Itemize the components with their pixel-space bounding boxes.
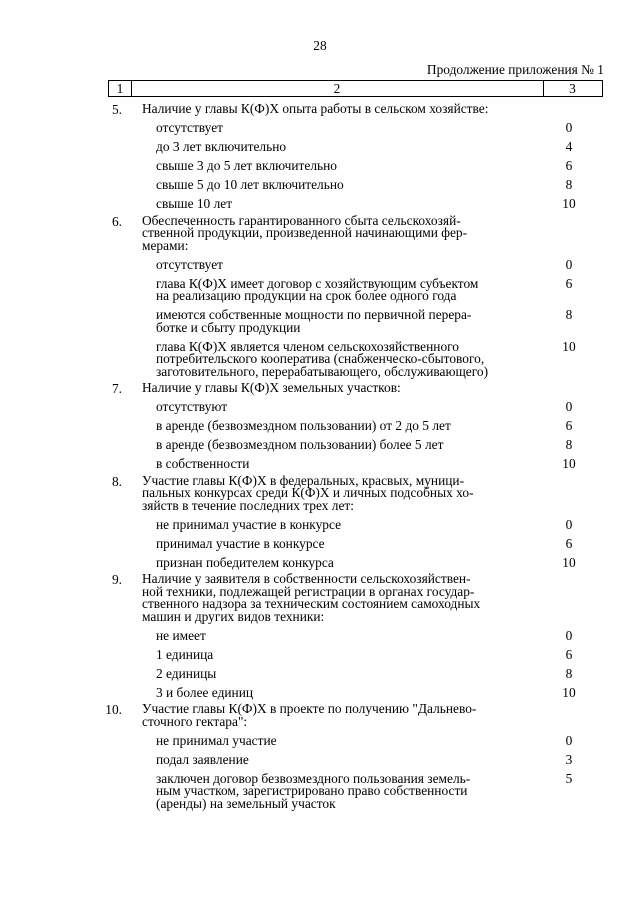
criterion-option-score: 6 (565, 646, 573, 662)
criterion-section (0, 103, 640, 211)
criterion-option-row (0, 684, 640, 700)
criterion-option-score: 4 (565, 139, 573, 154)
criterion-heading (0, 382, 640, 395)
criterion-option-label: не имеет (156, 627, 206, 643)
criterion-option-row (0, 198, 640, 211)
criterion-option-score: 6 (565, 275, 573, 291)
criterion-title: Участие главы К(Ф)Х в проекте по получению "Дальнево- сточного гектара": (142, 701, 477, 729)
criterion-section (0, 382, 640, 471)
criterion-number: 9. (111, 572, 122, 587)
criterion-option-score: 5 (565, 770, 573, 786)
criterion-option-row (0, 275, 640, 303)
criterion-option-label: свыше 3 до 5 лет включительно (156, 158, 337, 173)
criterion-option-score: 8 (565, 307, 573, 322)
criterion-option-row (0, 665, 640, 681)
criterion-section (0, 212, 640, 379)
criterion-option-row (0, 256, 640, 272)
criteria-list (0, 103, 640, 810)
page-number: 28 (313, 38, 327, 53)
criterion-option-label: признан победителем конкурса (156, 554, 334, 570)
criterion-option-score: 0 (565, 399, 573, 414)
criterion-option-row (0, 535, 640, 551)
criterion-option-row (0, 420, 640, 433)
criterion-option-label: подал заявление (156, 751, 249, 767)
criterion-option-row (0, 458, 640, 471)
criterion-title: Наличие у главы К(Ф)Х опыта работы в сельском хозяйстве: (142, 101, 489, 116)
criterion-option-score: 0 (565, 120, 573, 135)
criterion-option-label: не принимал участие в конкурсе (156, 516, 342, 532)
criterion-option-row (0, 309, 640, 334)
criterion-option-score: 8 (565, 437, 573, 452)
criterion-option-label: в собственности (156, 456, 250, 471)
criterion-option-label: в аренде (безвозмездном пользовании) от 2 до 5 лет (156, 418, 451, 433)
criterion-option-label: 2 единицы (156, 665, 217, 681)
criterion-section (0, 703, 640, 810)
criterion-number: 10. (105, 702, 122, 717)
criterion-option-label: 1 единица (156, 646, 214, 662)
criterion-section (0, 573, 640, 699)
table-header-row (108, 80, 603, 97)
continuation-label: Продолжение приложения № 1 (426, 62, 604, 77)
criterion-heading (0, 103, 640, 116)
criterion-option-score: 6 (565, 418, 573, 433)
criterion-option-score: 10 (562, 554, 576, 570)
criterion-heading (0, 703, 640, 728)
criterion-option-row (0, 554, 640, 570)
criterion-option-label: 3 и более единиц (156, 684, 254, 700)
criterion-option-label: глава К(Ф)Х является членом сельскохозяйственного потребительского кооператива (снабженческо-сбытового, заготовительного, перерабатывающего, обслуживающего) (156, 338, 489, 379)
criterion-option-label: до 3 лет включительно (156, 139, 287, 154)
criterion-option-label: имеются собственные мощности по первичной перера- ботке и сбыту продукции (156, 307, 472, 335)
criterion-option-score: 10 (562, 338, 576, 354)
criterion-option-score: 0 (565, 256, 573, 272)
criterion-option-row (0, 338, 640, 379)
criterion-option-row (0, 516, 640, 532)
criterion-option-score: 6 (565, 158, 573, 173)
criterion-option-label: глава К(Ф)Х имеет договор с хозяйствующим субъектом на реализацию продукции на срок более одного года (156, 275, 479, 303)
criterion-option-row (0, 732, 640, 748)
criterion-option-score: 0 (565, 627, 573, 643)
criterion-title: Обеспеченность гарантированного сбыта сельскохозяй- ственной продукции, произведенной начинающими фер- мерами: (142, 212, 468, 253)
criterion-option-label: принимал участие в конкурсе (156, 535, 325, 551)
criterion-option-score: 10 (562, 684, 576, 700)
criterion-title: Участие главы К(Ф)Х в федеральных, красвых, муници- пальных конкурсах среди К(Ф)Х и личных подсобных хо- зяйств в течение последних трех лет: (142, 472, 474, 513)
criterion-number: 8. (111, 473, 122, 489)
table-header-col-2: 2 (131, 81, 544, 96)
criterion-option-row (0, 122, 640, 135)
criterion-option-score: 0 (565, 732, 573, 748)
criterion-number: 6. (111, 213, 122, 229)
criterion-option-label: свыше 5 до 10 лет включительно (156, 177, 344, 192)
criterion-option-row (0, 770, 640, 811)
criterion-option-label: свыше 10 лет (156, 196, 233, 211)
criterion-number: 7. (111, 381, 122, 396)
criterion-option-label: отсутствует (156, 120, 223, 135)
criterion-option-row (0, 141, 640, 154)
criterion-number: 5. (111, 102, 122, 117)
criterion-option-label: не принимал участие (156, 732, 277, 748)
criterion-option-score: 10 (562, 196, 576, 211)
criterion-option-score: 8 (565, 177, 573, 192)
criterion-section (0, 472, 640, 570)
criterion-option-row (0, 439, 640, 452)
criterion-option-label: заключен договор безвозмездного пользования земель- ным участком, зарегистрировано право собственности (аренды) на земельный участок (156, 770, 471, 811)
criterion-title: Наличие у заявителя в собственности сельскохозяйствен- ной техники, подлежащей регистрации в органах государ- ственного надзора за техническим состоянием самоходных машин и других видов техники: (142, 571, 481, 624)
criterion-option-row (0, 646, 640, 662)
criterion-option-row (0, 627, 640, 643)
criterion-heading (0, 573, 640, 623)
criterion-option-row (0, 401, 640, 414)
criterion-option-label: в аренде (безвозмездном пользовании) более 5 лет (156, 437, 444, 452)
criterion-option-score: 0 (565, 516, 573, 532)
criterion-option-label: отсутствуют (156, 399, 228, 414)
criterion-option-score: 8 (565, 665, 573, 681)
criterion-option-label: отсутствует (156, 256, 223, 272)
criterion-option-score: 10 (562, 456, 576, 471)
table-header-col-3: 3 (569, 81, 576, 96)
criterion-option-row (0, 160, 640, 173)
criterion-option-score: 3 (565, 751, 573, 767)
criterion-option-row (0, 751, 640, 767)
criterion-option-score: 6 (565, 535, 573, 551)
criterion-title: Наличие у главы К(Ф)Х земельных участков: (142, 380, 401, 395)
table-header-col-1: 1 (109, 81, 132, 96)
criterion-heading (0, 472, 640, 513)
criterion-heading (0, 212, 640, 253)
criterion-option-row (0, 179, 640, 192)
